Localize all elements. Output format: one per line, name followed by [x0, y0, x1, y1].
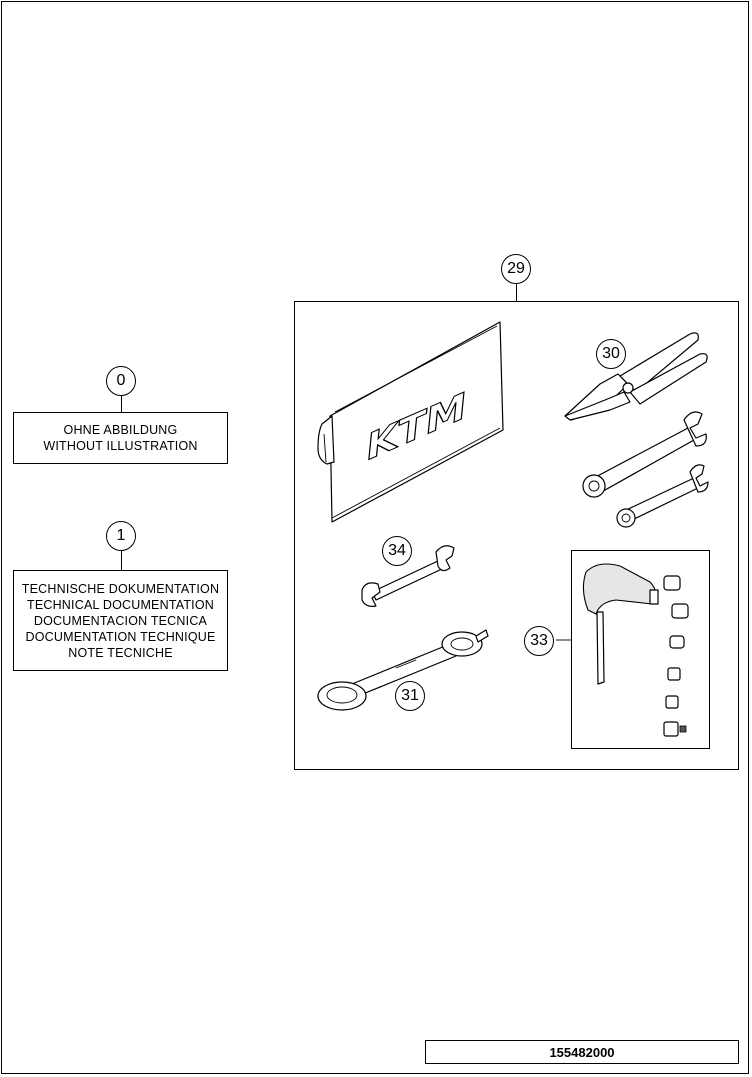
doc-line-en: TECHNICAL DOCUMENTATION [26, 597, 214, 612]
callout-34-number: 34 [388, 542, 406, 559]
callout-33[interactable] [524, 626, 554, 656]
callout-33-number: 33 [530, 632, 548, 649]
callout-34[interactable] [382, 536, 412, 566]
callout-29-number: 29 [507, 260, 525, 277]
part-number: 155482000 [549, 1044, 615, 1060]
t-handle-icon[interactable] [583, 564, 658, 684]
svg-text:KTM: KTM [364, 385, 470, 469]
callout-31-number: 31 [401, 687, 419, 704]
doc-line-it: NOTE TECNICHE [68, 645, 173, 660]
doc-line-de: TECHNISCHE DOKUMENTATION [21, 581, 220, 596]
note-line-de: OHNE ABBILDUNG [63, 423, 178, 437]
callout-0-number: 0 [116, 372, 126, 389]
tool-bag-icon[interactable] [318, 322, 503, 522]
doc-line-fr: DOCUMENTATION TECHNIQUE [25, 629, 216, 644]
callout-30-number: 30 [602, 345, 620, 362]
pliers-icon[interactable] [565, 333, 707, 420]
callout-30[interactable] [596, 339, 626, 369]
part-number-box [425, 1040, 739, 1064]
note-line-en: WITHOUT ILLUSTRATION [43, 439, 198, 453]
socket-bits-icon[interactable] [664, 576, 688, 736]
callout-31[interactable] [395, 681, 425, 711]
callout-1-number: 1 [116, 527, 126, 544]
doc-line-es: DOCUMENTACION TECNICA [33, 613, 208, 628]
